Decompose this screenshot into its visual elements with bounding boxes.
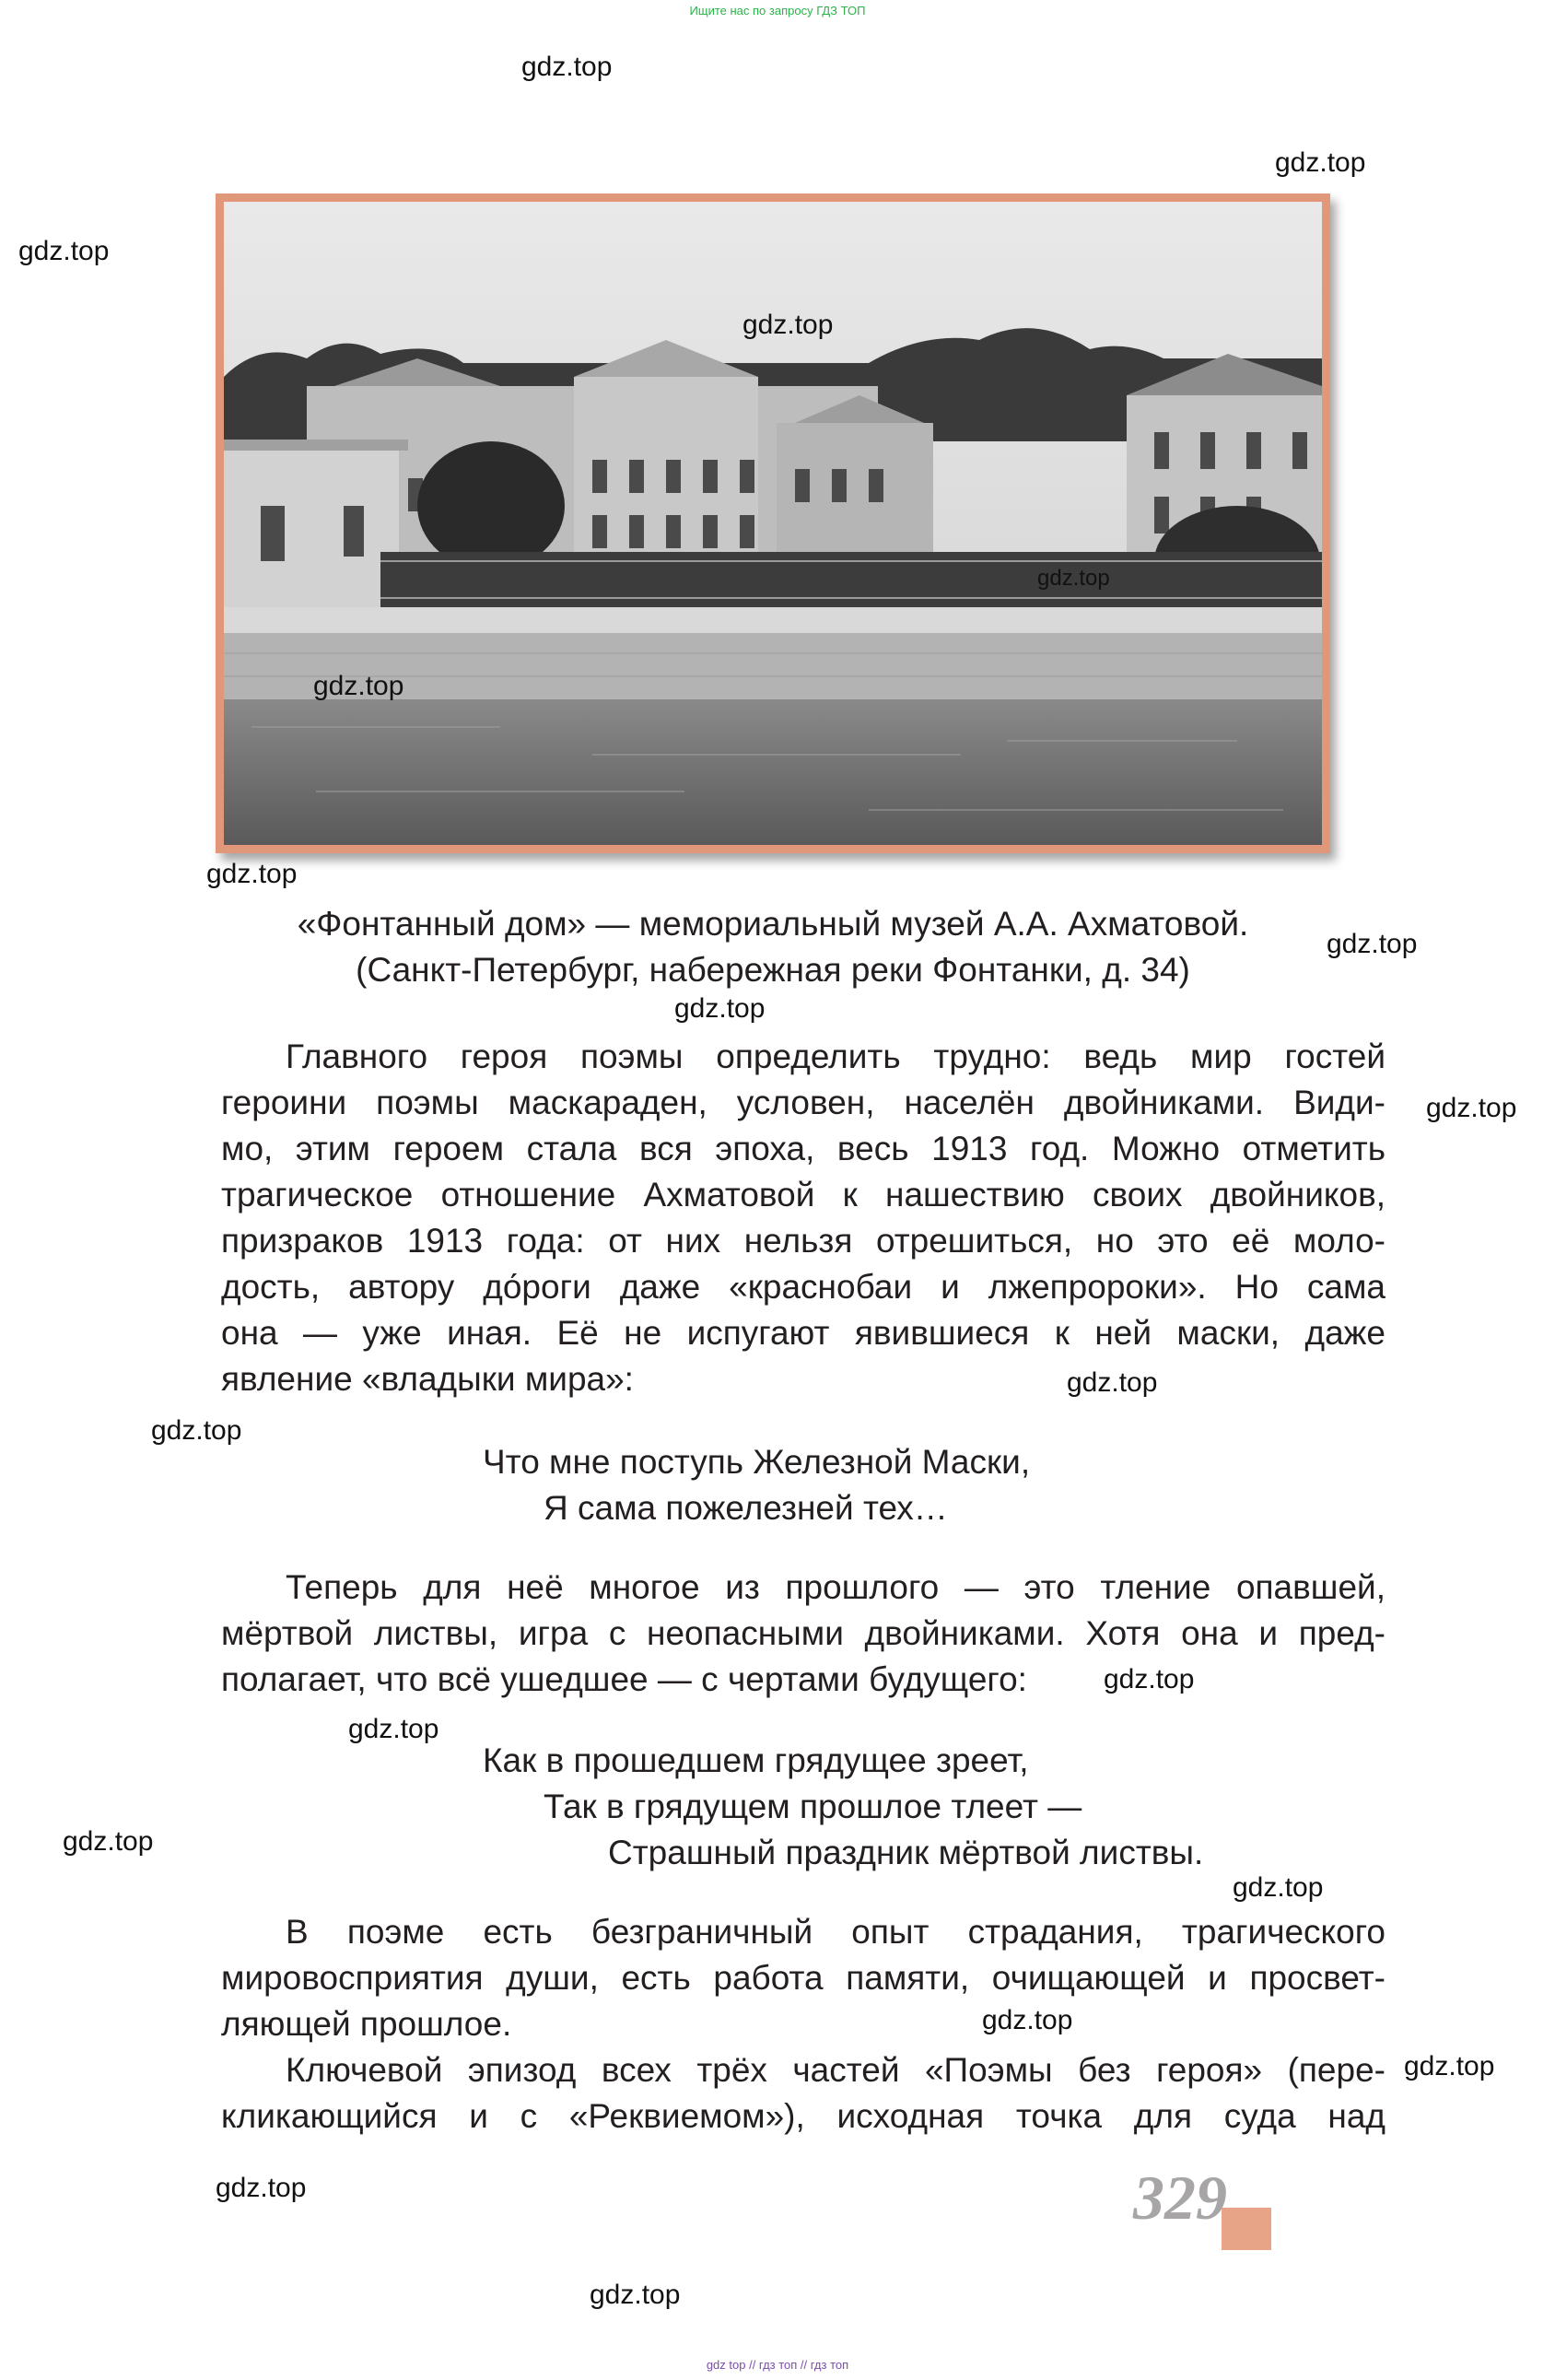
- photo-frame: [216, 193, 1330, 853]
- paragraph-3: [221, 1909, 1385, 2047]
- paragraph-4: [221, 2047, 1385, 2140]
- top-banner: Ищите нас по запросу ГДЗ ТОП: [689, 4, 866, 18]
- text-line: Теперь для неё многое из прошлого — это тление опавшей,: [286, 1568, 1385, 1606]
- poem-line: Как в прошедшем грядущее зреет,: [483, 1741, 1029, 1779]
- text-line: мо, этим героем стала вся эпоха, весь 1913 год. Можно отметить: [221, 1130, 1385, 1167]
- text-line: полагает, что всё ушедшее — с чертами будущего:: [221, 1660, 1027, 1698]
- watermark: gdz.top: [1275, 147, 1366, 178]
- text-line: она — уже иная. Её не испугают явившиеся к ней маски, даже: [221, 1314, 1385, 1352]
- watermark: gdz.top: [674, 993, 766, 1024]
- watermark: gdz.top: [151, 1415, 242, 1446]
- watermark: gdz.top: [63, 1826, 154, 1857]
- text-line: Главного героя поэмы определить трудно: ведь мир гостей: [286, 1038, 1385, 1075]
- text-line: явление «владыки мира»:: [221, 1360, 634, 1398]
- poem-line: Я сама пожелезней тех…: [544, 1489, 948, 1527]
- watermark: gdz.top: [348, 1714, 439, 1744]
- poem-line: Так в грядущем прошлое тлеет —: [544, 1788, 1082, 1825]
- watermark: gdz.top: [1426, 1093, 1517, 1123]
- text-line: мировосприятия души, есть работа памяти, очищающей и просвет-: [221, 1959, 1385, 1997]
- paragraph-1: [221, 1034, 1385, 1402]
- text-line: дость, автору до́роги даже «краснобаи и лжепророки». Но сама: [221, 1268, 1385, 1306]
- text-line: В поэме есть безграничный опыт страдания, трагического: [286, 1913, 1385, 1951]
- watermark: gdz.top: [1233, 1872, 1324, 1903]
- caption-line: «Фонтанный дом» — мемориальный музей А.А. Ахматовой.: [297, 905, 1249, 943]
- photo-icon: [224, 202, 1322, 845]
- text-line: трагическое отношение Ахматовой к нашествию своих двойников,: [221, 1176, 1385, 1213]
- watermark: gdz.top: [982, 2005, 1073, 2035]
- watermark: gdz.top: [216, 2173, 307, 2203]
- paragraph-2: [221, 1565, 1385, 1703]
- text-line: Ключевой эпизод всех трёх частей «Поэмы без героя» (пере-: [286, 2051, 1385, 2089]
- watermark: gdz.top: [1404, 2051, 1495, 2081]
- text-line: мёртвой листвы, игра с неопасными двойниками. Хотя она и пред-: [221, 1614, 1385, 1652]
- text-line: кликающийся и с «Реквиемом»), исходная точка для суда над: [221, 2097, 1385, 2135]
- text-line: героини поэмы маскараден, условен, населён двойниками. Види-: [221, 1084, 1385, 1121]
- caption-line: (Санкт-Петербург, набережная реки Фонтанки, д. 34): [356, 951, 1190, 989]
- watermark: gdz.top: [206, 859, 298, 889]
- text-line: ляющей прошлое.: [221, 2005, 512, 2043]
- poem-line: Страшный праздник мёртвой листвы.: [608, 1834, 1204, 1871]
- watermark: gdz.top: [521, 52, 613, 82]
- page-corner-marker: [1222, 2208, 1271, 2250]
- watermark: gdz.top: [1327, 929, 1418, 959]
- watermark: gdz.top: [1067, 1367, 1158, 1398]
- watermark: gdz.top: [313, 671, 404, 701]
- watermark: gdz.top: [1104, 1664, 1195, 1694]
- poem-line: Что мне поступь Железной Маски,: [483, 1443, 1031, 1481]
- photo-caption: [216, 901, 1330, 993]
- watermark: gdz.top: [1037, 566, 1110, 591]
- watermark: gdz.top: [742, 310, 834, 340]
- text-line: призраков 1913 года: от них нельзя отрешиться, но это её моло-: [221, 1222, 1385, 1260]
- watermark: gdz.top: [590, 2280, 681, 2310]
- watermark: gdz.top: [18, 236, 110, 266]
- page-number: 329: [1133, 2163, 1227, 2233]
- bottom-banner: gdz top // гдз топ // гдз топ: [706, 2358, 849, 2372]
